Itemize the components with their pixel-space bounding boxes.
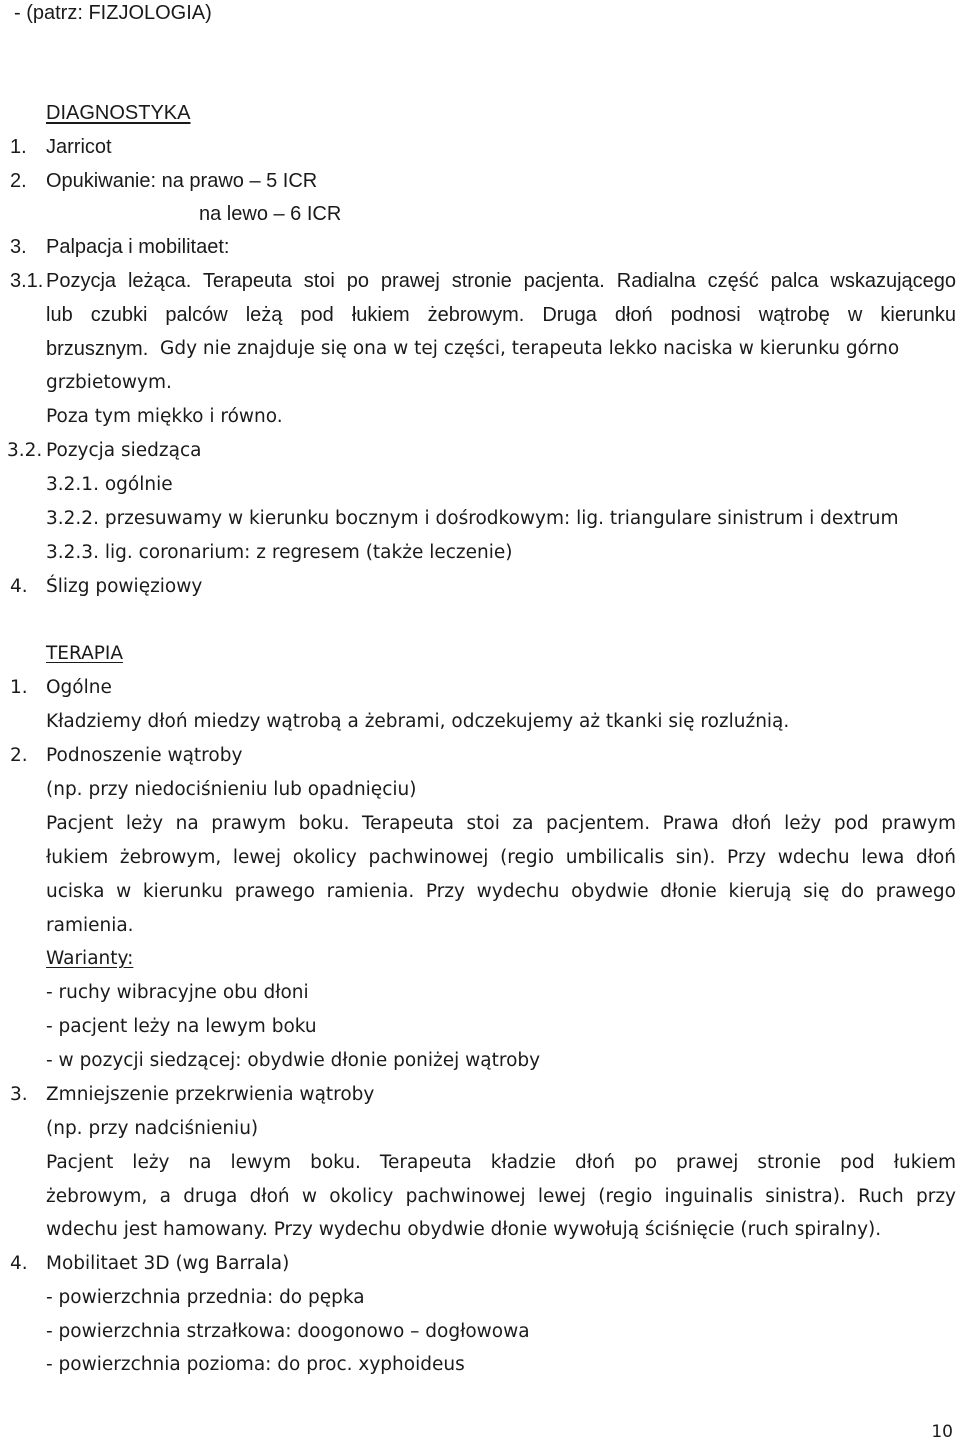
sub-list-item: - powierzchnia strzałkowa: doogonowo – dogłowowa bbox=[46, 1321, 530, 1342]
sub-list-item: - powierzchnia przednia: do pępka bbox=[46, 1287, 365, 1308]
sub-list-item: 3.2.1. ogólnie bbox=[46, 474, 173, 495]
list-item-text: Jarricot bbox=[46, 136, 112, 158]
paragraph-line: Gdy nie znajduje się ona w tej części, terapeuta lekko naciska w kierunku górno bbox=[160, 338, 900, 359]
variants-heading: Warianty: bbox=[46, 948, 134, 969]
paragraph-line: Poza tym miękko i równo. bbox=[46, 406, 283, 427]
list-number: 2. bbox=[10, 170, 27, 192]
paragraph-line: grzbietowym. bbox=[46, 372, 172, 393]
list-item-note: (np. przy nadciśnieniu) bbox=[46, 1118, 259, 1139]
paragraph-line: uciska w kierunku prawego ramienia. Przy wydechu obydwie dłonie kierują się do prawego bbox=[46, 881, 956, 902]
list-item-text: Pozycja siedząca bbox=[46, 440, 202, 461]
paragraph-line: Pacjent leży na prawym boku. Terapeuta stoi za pacjentem. Prawa dłoń leży pod prawym bbox=[46, 813, 956, 834]
paragraph-line: żebrowym, a druga dłoń w okolicy pachwinowej lewej (regio inguinalis sinistra). Ruch przy bbox=[46, 1186, 956, 1207]
list-item-text: Ślizg powięziowy bbox=[46, 576, 203, 597]
section-title-terapia: TERAPIA bbox=[46, 643, 124, 664]
sub-list-item: 3.2.2. przesuwamy w kierunku bocznym i dośrodkowym: lig. triangulare sinistrum i dextrum bbox=[46, 508, 899, 529]
list-item-note: (np. przy niedociśnieniu lub opadnięciu) bbox=[46, 779, 417, 800]
subject-note: - (patrz: FIZJOLOGIA) bbox=[14, 2, 212, 24]
list-item-title: Zmniejszenie przekrwienia wątroby bbox=[46, 1084, 375, 1105]
variant-item: - ruchy wibracyjne obu dłoni bbox=[46, 982, 309, 1003]
paragraph-line: wdechu jest hamowany. Przy wydechu obydwie dłonie wywołują ściśnięcie (ruch spiralny). bbox=[46, 1219, 882, 1240]
list-item-text: Palpacja i mobilitaet: bbox=[46, 236, 230, 258]
list-item-text: Opukiwanie: na prawo – 5 ICR bbox=[46, 170, 318, 192]
sub-list-item: 3.2.3. lig. coronarium: z regresem (także leczenie) bbox=[46, 542, 513, 563]
list-number: 4. bbox=[10, 576, 28, 597]
list-number: 1. bbox=[10, 136, 27, 158]
paragraph-line: Pozycja leżąca. Terapeuta stoi po prawej stronie pacjenta. Radialna część palca wskazującego bbox=[46, 270, 956, 292]
list-item-title: Mobilitaet 3D (wg Barrala) bbox=[46, 1253, 290, 1274]
variant-item: - w pozycji siedzącej: obydwie dłonie poniżej wątroby bbox=[46, 1050, 541, 1071]
list-number: 3.1. bbox=[10, 270, 44, 292]
paragraph-line: łukiem żebrowym, lewej okolicy pachwinowej (regio umbilicalis sin). Przy wdechu lewa dłoń bbox=[46, 847, 956, 868]
list-number: 1. bbox=[10, 677, 28, 698]
list-item-title: Podnoszenie wątroby bbox=[46, 745, 243, 766]
sub-list-item: - powierzchnia pozioma: do proc. xyphoideus bbox=[46, 1354, 465, 1375]
section-title-diagnostyka: DIAGNOSTYKA bbox=[46, 102, 191, 124]
variant-item: - pacjent leży na lewym boku bbox=[46, 1016, 317, 1037]
list-number: 3. bbox=[10, 236, 27, 258]
paragraph-line: ramienia. bbox=[46, 915, 134, 936]
paragraph-line: Kładziemy dłoń miedzy wątrobą a żebrami, odczekujemy aż tkanki się rozluźnią. bbox=[46, 711, 790, 732]
page-number: 10 bbox=[931, 1422, 953, 1442]
list-item-title: Ogólne bbox=[46, 677, 112, 698]
paragraph-line: brzusznym. bbox=[46, 338, 149, 360]
list-number: 3.2. bbox=[7, 440, 43, 461]
paragraph-line: lub czubki palców leżą pod łukiem żebrowym. Druga dłoń podnosi wątrobę w kierunku bbox=[46, 304, 956, 326]
list-number: 3. bbox=[10, 1084, 28, 1105]
paragraph-line: Pacjent leży na lewym boku. Terapeuta kładzie dłoń po prawej stronie pod łukiem bbox=[46, 1152, 956, 1173]
list-number: 2. bbox=[10, 745, 28, 766]
list-item-continuation: na lewo – 6 ICR bbox=[199, 203, 342, 225]
list-number: 4. bbox=[10, 1253, 28, 1274]
